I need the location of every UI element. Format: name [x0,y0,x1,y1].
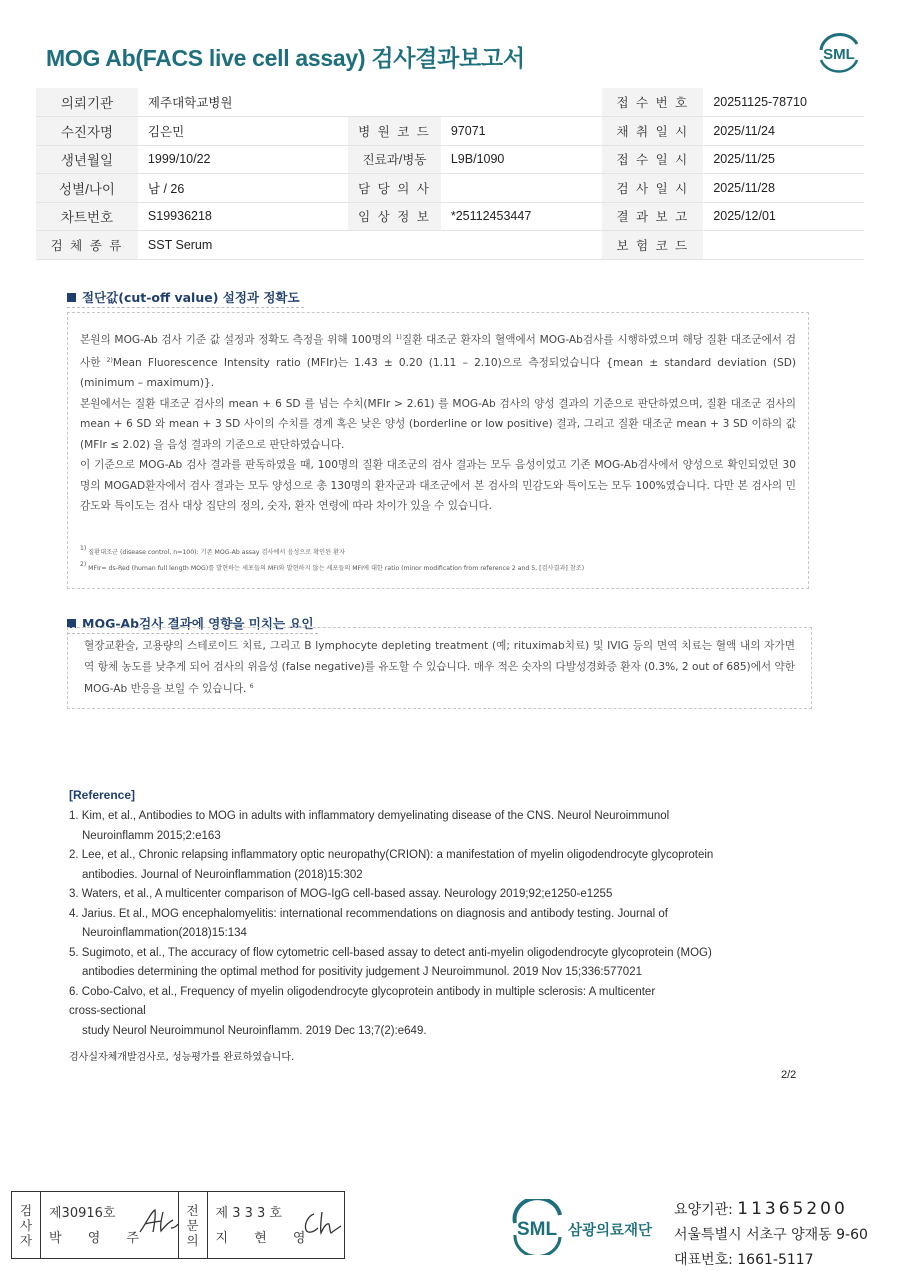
reference-item [69,905,809,944]
info-row [36,174,864,203]
section-factors-title-text: MOG-Ab검사 결과에 영향을 미치는 요인 [82,616,314,631]
text-span: Mean Fluorescence Intensity ratio (MFIr)는 1.43 ± 0.20 (1.11 – 2.10)으로 측정되었습니다 {mean ± standard deviation (SD) (minimum – maximum)}. [80,356,796,389]
info-value: 20251125-78710 [703,88,864,117]
footnote-mark: 6 [249,683,254,690]
info-label: 성별/나이 [36,174,138,203]
info-value: 김은민 [138,117,348,146]
info-empty [348,231,602,260]
text-span: antibodies determining the optimal method for positivity judgement J Neuroimmunol. 2019 Nov 15;336:577021 [82,966,642,978]
info-value [703,231,864,260]
info-label: 접 수 일 시 [602,145,703,174]
text-span: 본원의 MOG-Ab 검사 기준 값 설정과 정확도 측정을 위해 100명의 [80,334,396,346]
info-label: 진료과/병동 [348,145,441,174]
info-value: SST Serum [138,231,348,260]
footnote-mark: 2) [80,560,87,568]
footnote-text: MFIr= ds-Red (human full length MOG)를 발현하는 세포들의 MFI와 발현하지 않는 세포들의 MFI에 대한 ratio (minor modification from reference 2 and 5, [검사결과] 참조) [88,564,585,572]
text-span: 5. Sugimoto, et al., The accuracy of flow cytometric cell-based assay to detect anti-myelin oligodendrocyte glycoprotein (MOG) [69,946,712,959]
code-label: 요양기관: [674,1202,738,1218]
footnote-text: 질환대조군 (disease control, n=100): 기존 MOG-Ab assay 검사에서 음성으로 확인된 환자 [88,548,346,556]
label-char: 사 [19,1217,33,1233]
info-label: 담 당 의 사 [348,174,441,203]
doctor-signature-icon [300,1208,344,1238]
label-char: 자 [19,1232,33,1248]
doctor-cell [208,1192,345,1258]
reference-list [69,807,809,1041]
factors-paragraph [84,636,795,700]
cutoff-paragraph-1 [80,328,796,394]
reference-item-continued: cross-sectional [69,1005,146,1017]
tester-name: 박 영 주 [49,1231,150,1246]
info-row [36,88,864,117]
organization-name: 삼광의료재단 [568,1223,653,1239]
institution-code [674,1197,868,1223]
info-row [36,145,864,174]
info-value: *25112453447 [441,202,603,231]
reference-item [69,807,809,846]
footer-logo-text: SML [516,1219,558,1240]
label-char: 전 [186,1202,199,1218]
tester-license: 제30916호 [49,1206,116,1221]
report-title: MOG Ab(FACS live cell assay) 검사결과보고서 [46,45,525,71]
text-span: 1. Kim, et al., Antibodies to MOG in adults with inflammatory demyelinating disease of the CNS. Neurol Neuroimmunol [69,810,670,822]
footnote-2 [80,559,796,575]
info-row [36,202,864,231]
sml-logo-icon [815,30,863,74]
text-span: 질환 대조군 환자의 혈액에서 MOG-Ab검사를 시행하였으며 해당 질환 대조군에서 검사한 [80,334,797,369]
info-label: 채 취 일 시 [602,117,703,146]
footnotes [80,543,796,575]
info-label: 접 수 번 호 [602,88,703,117]
info-value: L9B/1090 [441,145,603,174]
info-value: 2025/12/01 [703,202,864,231]
info-row [36,117,864,146]
doctor-license: 제 3 3 3 호 [215,1206,282,1221]
info-value: 남 / 26 [138,174,348,203]
validation-note: 검사실자체개발검사로, 성능평가를 완료하였습니다. [69,1052,295,1063]
patient-info-table [36,88,864,260]
info-value: S19936218 [138,202,348,231]
info-label: 의뢰기관 [36,88,138,117]
reference-item [69,846,809,885]
footnote-mark: 1) [80,544,87,552]
text-span: Neuroinflamm 2015;2:e163 [82,829,221,842]
section-factors-box [67,627,812,709]
reference-item: 3. Waters, et al., A multicenter comparison of MOG-IgG cell-based assay. Neurology 2019;92;e1250-e1255 [69,888,613,900]
section-cutoff-title [67,288,300,306]
text-span: antibodies. Journal of Neuroinflammation (2018)15:302 [82,868,363,881]
page-number: 2/2 [781,1069,797,1081]
doctor-name: 지 현 영 [215,1231,317,1246]
cutoff-paragraph-2: 본원에서는 질환 대조군 검사의 mean + 6 SD 를 넘는 수치(MFIr > 2.61) 를 MOG-Ab 검사의 양성 결과의 기준으로 판단하였으며, 질환 대조군 검사의 mean + 6 SD 와 mean + 3 SD 사이의 수치를 경계 혹은 낮은 양성 (borderline or low positive) 결과, 그리고 질환 대조군 mean + 3 SD 이하의 값 (MFIr ≤ 2.02) 을 음성 결과의 기준으로 판단하였습니다. [80,397,796,451]
info-value: 2025/11/28 [703,174,864,203]
info-value: 2025/11/25 [703,145,864,174]
sml-footer-logo-icon [510,1199,565,1255]
tester-label [12,1192,41,1258]
info-label: 생년월일 [36,145,138,174]
info-label: 수진자명 [36,117,138,146]
tester-signature-icon [137,1206,181,1236]
info-value [441,174,603,203]
text-span: Neuroinflammation(2018)15:134 [82,927,247,939]
footer-address-block [674,1197,868,1271]
info-empty [348,88,602,117]
info-value: 2025/11/24 [703,117,864,146]
footnote-mark: 1) [395,334,402,341]
reference-item: 6. Cobo-Calvo, et al., Frequency of myelin oligodendrocyte glycoprotein antibody in multiple sclerosis: A multicenter [69,985,656,998]
code-value: 11365200 [737,1199,848,1219]
info-value: 제주대학교병원 [138,88,348,117]
info-label: 병 원 코 드 [348,117,441,146]
info-label: 임 상 정 보 [348,202,441,231]
address: 서울특별시 서초구 양재동 9-60 [674,1227,868,1243]
info-label: 보 험 코 드 [602,231,703,260]
tester-cell [41,1192,179,1258]
text-span: 2. Lee, et al., Chronic relapsing inflammatory optic neuropathy(CRION): a manifestation of myelin oligodendrocyte glycoprotein [69,849,714,861]
doctor-label [179,1192,208,1258]
info-row [36,231,864,260]
info-value: 1999/10/22 [138,145,348,174]
footnote-mark: 2) [106,356,113,364]
section-cutoff-title-text: 절단값(cut-off value) 설정과 정확도 [82,290,300,305]
reference-title: [Reference] [69,788,136,802]
text-span: 혈장교환술, 고용량의 스테로이드 치료, 그리고 B lymphocyte depleting treatment (예; rituximab치료) 및 IVIG 등의 면역 치료는 혈액 내의 자가면역 항체 농도를 낮추게 되어 검사의 위음성 (false negative)를 유도할 수 있습니다. 매우 적은 숫자의 다발성경화증 환자 (0.3%, 2 out of 685)에서 약한 MOG-Ab 반응을 보일 수 있습니다. [84,640,795,695]
reference-item-continued: study Neurol Neuroimmunol Neuroinflamm. 2019 Dec 13;7(2):e649. [82,1024,427,1037]
info-label: 검 사 일 시 [602,174,703,203]
info-value: 97071 [441,117,603,146]
label-char: 의 [186,1232,199,1248]
footnote-1 [80,543,796,559]
signature-block [11,1191,345,1259]
logo-text: SML [823,46,855,63]
info-label: 검 체 종 류 [36,231,138,260]
label-char: 문 [186,1217,199,1233]
label-char: 검 [19,1202,33,1218]
text-span: 4. Jarius. Et al., MOG encephalomyelitis: international recommendations on diagnosis and antibody testing. Journal of [69,907,668,920]
info-label: 차트번호 [36,202,138,231]
reference-item [69,944,809,983]
info-label: 결 과 보 고 [602,202,703,231]
phone: 대표번호: 1661-5117 [674,1252,814,1268]
cutoff-paragraph-3: 이 기준으로 MOG-Ab 검사 결과를 판독하였을 때, 100명의 질환 대조군의 검사 결과는 모두 음성이었고 기존 MOG-Ab검사에서 양성으로 확인되었던 30명의 MOGAD환자에서 검사 결과는 모두 양성으로 총 130명의 환자군과 대조군에서 본 검사의 민감도와 특이도는 모두 100%였습니다. 다만 본 검사의 민감도와 특이도는 검사 대상 집단의 정의, 숫자, 환자 연령에 따라 차이가 있을 수 있습니다. [80,459,796,512]
section-cutoff-box [67,312,809,589]
